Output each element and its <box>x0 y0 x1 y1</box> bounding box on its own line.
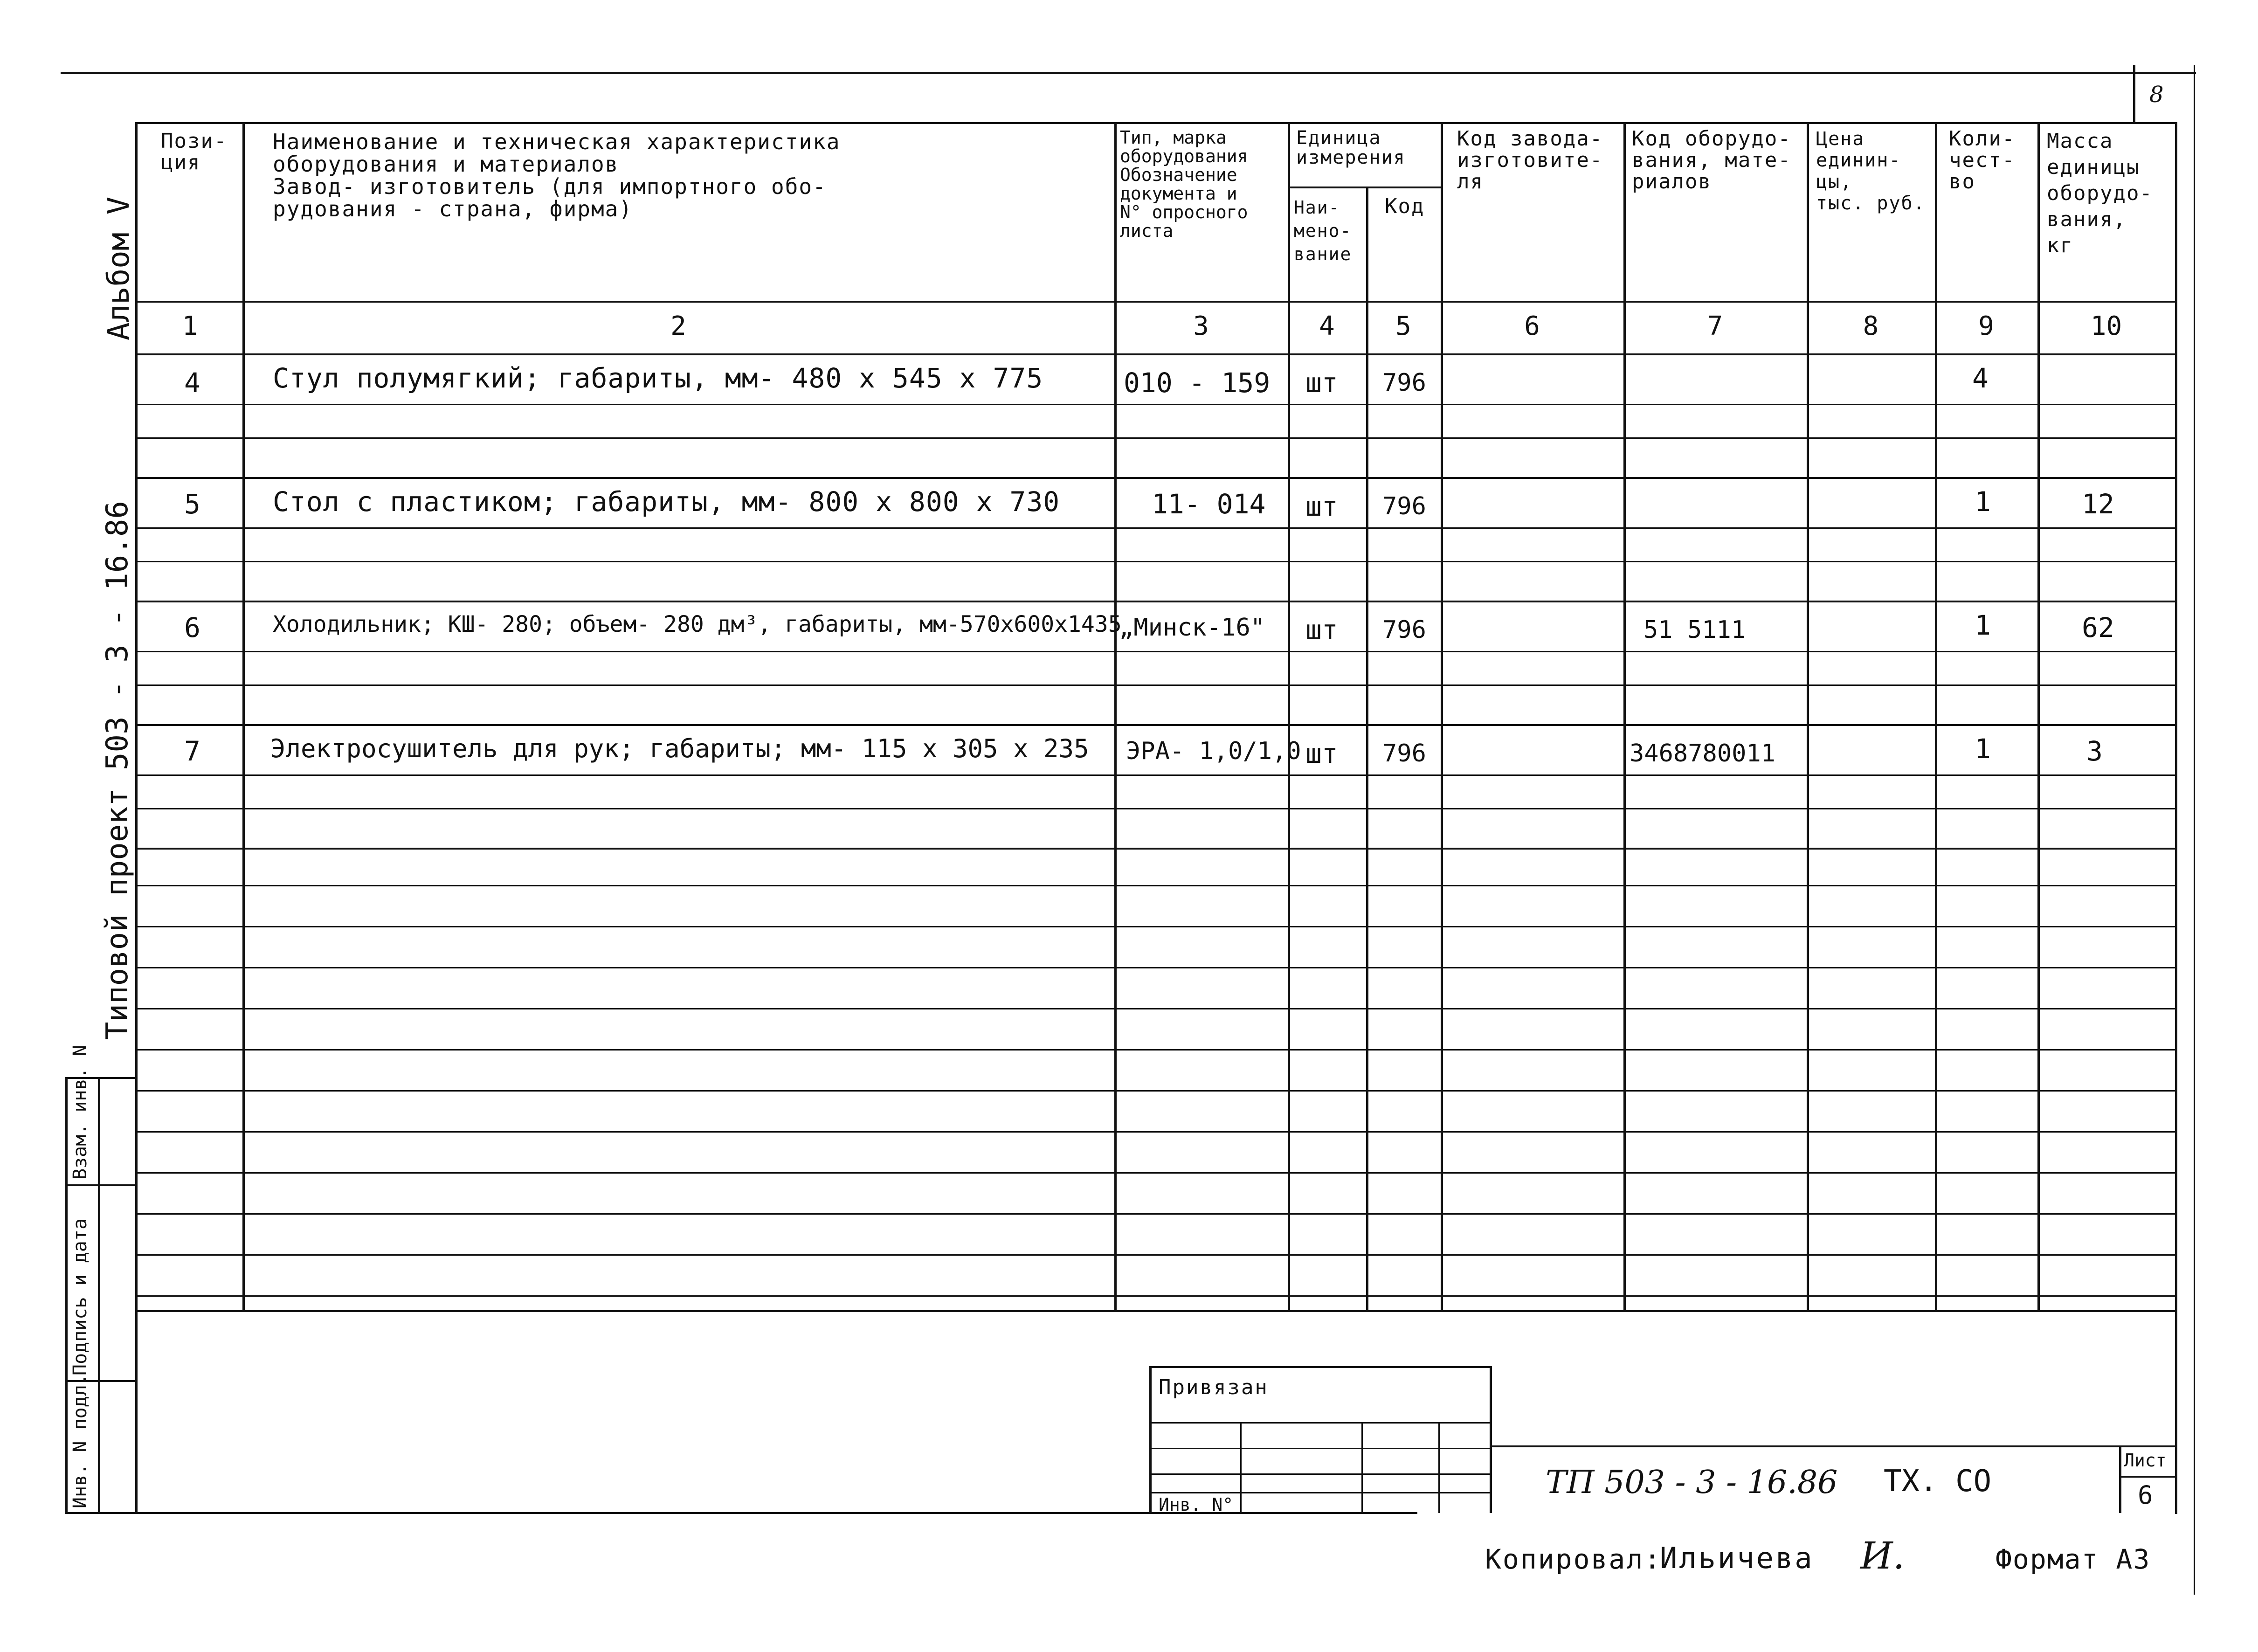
row-1-name: Стул полумягкий; габариты, мм- 480 х 545 х 775 <box>273 362 1043 394</box>
header-price: Цена единин- цы, тыс. руб. <box>1816 128 1926 214</box>
header-qty: Коли- чест- во <box>1949 127 2016 194</box>
row-3-type: „Минск-16" <box>1119 614 1265 642</box>
row-1-qty: 4 <box>1972 362 1989 394</box>
table-row-line <box>138 1008 2177 1009</box>
table-row-line <box>138 601 2177 602</box>
document-number: ТП 503 - 3 - 16.86 <box>1546 1464 1838 1501</box>
table-row-line <box>138 1090 2177 1092</box>
colnum-bottom-line <box>138 353 2177 355</box>
row-4-name: Электросушитель для рук; габариты; мм- 115 х 305 х 235 <box>270 734 1089 763</box>
row-3-unit: шт <box>1305 614 1338 646</box>
header-position: Пози- ция <box>161 129 228 174</box>
row-2-type: 11- 014 <box>1152 488 1266 520</box>
privyazan-col-1 <box>1240 1422 1242 1513</box>
sheet-label: Лист <box>2124 1450 2167 1471</box>
colnum-1: 1 <box>182 311 198 341</box>
row-3-name: Холодильник; КШ- 280; объем- 280 дм³, габариты, мм-570х600х1435 <box>273 611 1122 637</box>
privyazan-label: Привязан <box>1159 1376 1269 1399</box>
header-type: Тип, марка оборудования Обозначение документа и N° опросного листа <box>1120 127 1248 241</box>
row-1-type: 010 - 159 <box>1124 367 1271 399</box>
stamp-box-mid <box>98 1077 100 1513</box>
stamp-podpis-data: Подпись и дата <box>69 1218 91 1376</box>
stamp-divider-1 <box>65 1184 135 1186</box>
row-4-position: 7 <box>184 735 200 767</box>
table-row-line <box>138 561 2177 562</box>
colnum-8: 8 <box>1863 311 1879 341</box>
colnum-4: 4 <box>1319 311 1335 341</box>
row-1-unit: шт <box>1305 367 1338 399</box>
row-3-mass: 62 <box>2082 612 2114 643</box>
stamp-vzam-inv: Взам. инв. N <box>69 1045 91 1180</box>
row-4-code: 796 <box>1382 740 1426 767</box>
inv-no-label: Инв. N° <box>1159 1494 1234 1515</box>
document-section: ТХ. СО <box>1884 1464 1992 1499</box>
stamp-box-left <box>65 1077 68 1513</box>
table-row-line <box>138 1131 2177 1133</box>
table-row-line <box>138 437 2177 439</box>
privyazan-row-3 <box>1149 1473 1492 1475</box>
row-2-unit: шт <box>1305 491 1338 522</box>
sheet-value: 6 <box>2138 1480 2153 1510</box>
row-2-code: 796 <box>1382 492 1426 520</box>
copier-name: Ильичева <box>1660 1541 1814 1575</box>
row-3-qty: 1 <box>1975 609 1991 641</box>
privyazan-col-2 <box>1361 1422 1363 1513</box>
table-row-line <box>138 808 2177 809</box>
privyazan-box-top <box>1149 1366 1492 1368</box>
table-row-line <box>138 848 2177 850</box>
row-3-code: 796 <box>1382 616 1426 644</box>
table-row-line <box>138 527 2177 529</box>
row-3-position: 6 <box>184 612 200 643</box>
colnum-2: 2 <box>670 311 686 341</box>
privyazan-box-right <box>1490 1366 1492 1513</box>
table-row-line <box>138 1254 2177 1256</box>
row-2-position: 5 <box>184 488 200 520</box>
header-name: Наименование и техническая характеристика оборудования и материалов Завод- изготовитель (для импортного обо- рудования - страна, фирма) <box>273 129 841 221</box>
table-row-line <box>138 724 2177 726</box>
format-label: Формат А3 <box>1996 1543 2151 1575</box>
table-body-bottom <box>138 1310 2177 1312</box>
privyazan-row-1 <box>1149 1422 1492 1424</box>
colnum-5: 5 <box>1395 311 1411 341</box>
stamp-top-line <box>1490 1445 2177 1447</box>
header-unit: Единица измерения <box>1296 127 1406 168</box>
top-border-line <box>61 72 2196 74</box>
colnum-7: 7 <box>1707 311 1723 341</box>
header-mass: Масса единицы оборудо- вания, кг <box>2047 129 2153 257</box>
colnum-3: 3 <box>1193 311 1209 341</box>
colnum-10: 10 <box>2090 311 2122 341</box>
table-row-line <box>138 404 2177 405</box>
project-label: Типовой проект 503 - 3 - 16.86 <box>100 501 135 1040</box>
privyazan-box-left <box>1149 1366 1152 1513</box>
header-unit-code: Код <box>1385 194 1425 218</box>
header-factory-code: Код завода- изготовите- ля <box>1457 127 1603 194</box>
privyazan-row-2 <box>1149 1448 1492 1449</box>
copier-signature: И. <box>1860 1534 1905 1577</box>
row-1-position: 4 <box>184 367 200 399</box>
table-row-line <box>138 885 2177 886</box>
colnum-9: 9 <box>1978 311 1994 341</box>
row-4-type: ЭРА- 1,0/1,0 <box>1126 737 1301 765</box>
row-4-mass: 3 <box>2086 735 2103 767</box>
table-row-line <box>138 1295 2177 1297</box>
frame-right-line <box>2175 122 2177 1514</box>
row-2-qty: 1 <box>1975 486 1991 518</box>
sheet-box-left <box>2119 1445 2121 1513</box>
table-row-line <box>138 1049 2177 1051</box>
frame-top-line <box>138 122 2177 124</box>
row-3-equip-code: 51 5111 <box>1643 616 1746 644</box>
table-row-line <box>138 926 2177 927</box>
colnum-6: 6 <box>1524 311 1540 341</box>
header-unit-name: Наи- мено- вание <box>1294 197 1352 264</box>
row-2-mass: 12 <box>2082 488 2114 520</box>
header-bottom-line <box>138 301 2177 303</box>
copied-label: Копировал: <box>1485 1543 1662 1575</box>
table-row-line <box>138 1172 2177 1174</box>
row-4-unit: шт <box>1305 738 1338 769</box>
sheet-number-box-left <box>2133 65 2135 122</box>
row-4-equip-code: 3468780011 <box>1630 740 1776 767</box>
header-equip-code: Код оборудо- вания, мате- риалов <box>1632 127 1791 194</box>
stamp-inv-podl: Инв. N подл. <box>69 1374 91 1508</box>
unit-subheader-line <box>1288 187 1442 188</box>
table-row-line <box>138 684 2177 686</box>
album-label: Альбом V <box>102 196 136 340</box>
sheet-number: 8 <box>2149 82 2164 108</box>
table-row-line <box>138 967 2177 968</box>
privyazan-col-3 <box>1438 1422 1440 1513</box>
sheet-box-divider <box>2119 1476 2177 1478</box>
row-4-qty: 1 <box>1975 733 1991 765</box>
row-2-name: Стол с пластиком; габариты, мм- 800 х 800 х 730 <box>273 486 1060 518</box>
table-row-line <box>138 477 2177 479</box>
table-row-line <box>138 651 2177 652</box>
privyazan-row-4 <box>1149 1492 1492 1493</box>
row-1-code: 796 <box>1382 369 1426 397</box>
table-row-line <box>138 774 2177 776</box>
table-row-line <box>138 1213 2177 1215</box>
frame-right-outer <box>2194 65 2195 1595</box>
